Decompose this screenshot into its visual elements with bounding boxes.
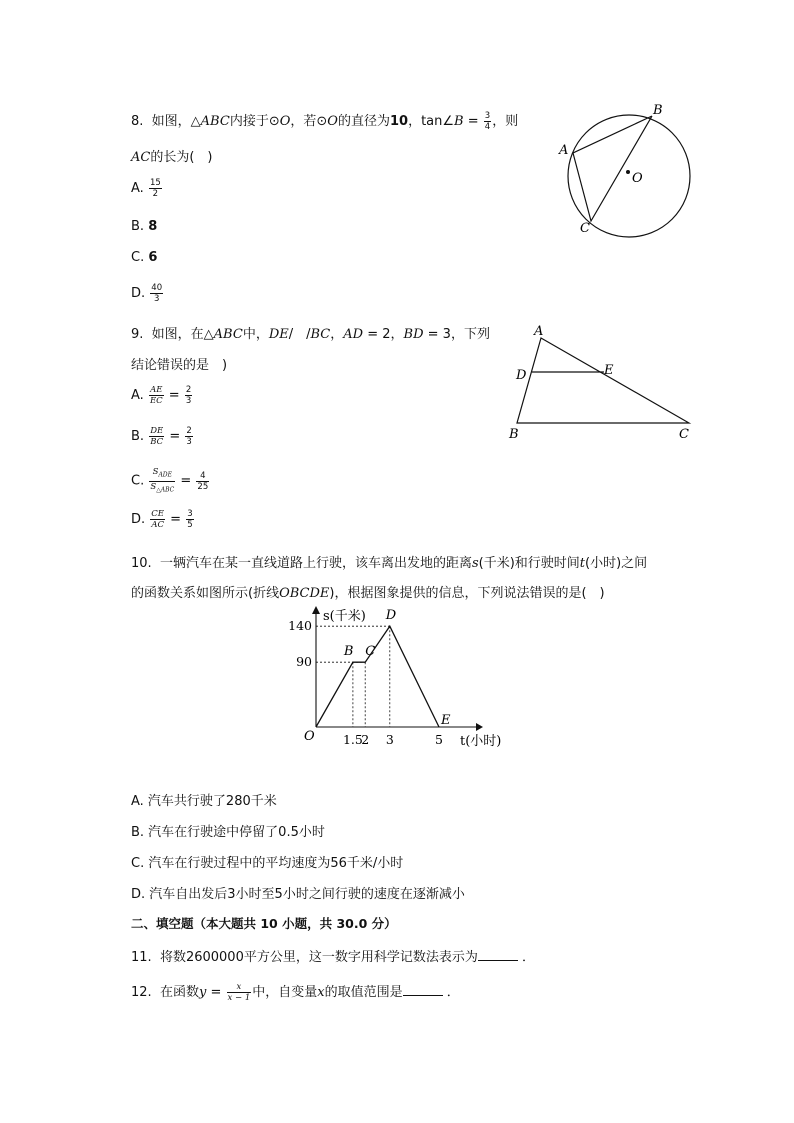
x-tick-2: 2 (361, 732, 370, 747)
point-label-E: E (441, 713, 451, 728)
q10-option-d[interactable]: D. 汽车自出发后3小时至5小时之间行驶的速度在逐渐减小 (131, 887, 465, 902)
q9-triangle-figure (500, 318, 700, 443)
point-label-B: B (343, 644, 354, 660)
q10-distance-time-chart (280, 600, 510, 752)
q9-option-d[interactable]: D. $\frac{CE}{AC}$ = $\frac{3}{5}$ (131, 509, 193, 530)
label-e: E (604, 363, 614, 378)
origin-label: O (304, 729, 315, 744)
point-label-C: C (365, 644, 376, 660)
center-dot (626, 170, 630, 174)
q9-stem-line2: 结论错误的是 ) (131, 358, 228, 373)
q9-option-a[interactable]: A. $\frac{AE}{EC}$ = $\frac{2}{3}$ (131, 385, 192, 406)
y-tick-140: 140 (288, 618, 312, 634)
section-heading: 二、填空题（本大题共 10 小题，共 30.0 分） (131, 916, 397, 931)
point-label-D: D (385, 608, 397, 624)
q8-option-a[interactable]: A. $\frac{15}{2}$ (131, 178, 161, 199)
q8-option-b[interactable]: B. 8 (131, 219, 158, 234)
q11-answer-blank[interactable] (478, 948, 518, 961)
q8-circle-figure (550, 98, 710, 243)
x-tick-5: 5 (435, 732, 443, 747)
label-c: C (580, 221, 590, 236)
q10-option-b[interactable]: B. 汽车在行驶途中停留了0.5小时 (131, 825, 325, 840)
series-line (316, 626, 439, 727)
label-a: A (534, 324, 544, 339)
x-tick-1.5: 1.5 (342, 732, 363, 747)
q12-stem: 12. 在函数y = $\frac{x}{x - 1}$ 中，自变量x的取值范围是 ． (131, 982, 460, 1003)
x-axis-label: t(小时) (460, 734, 502, 749)
label-o: O (632, 171, 643, 186)
label-b: B (653, 103, 663, 118)
q9-option-b[interactable]: B. $\frac{DE}{BC}$ = $\frac{2}{3}$ (131, 426, 192, 447)
q8-stem: 8. 如图，△ABC内接于⊙O，若⊙O的直径为10，tan∠B = $\frac{3}{4}$ ，则 (131, 111, 519, 132)
label-b: B (509, 427, 519, 442)
x-axis-arrow (476, 723, 483, 731)
point-labels (343, 608, 451, 728)
q8-stem-line2: AC的长为( ) (131, 150, 213, 165)
label-d: D (516, 368, 527, 383)
x-tick-labels (343, 732, 443, 747)
q8-option-c[interactable]: C. 6 (131, 250, 158, 265)
label-c: C (679, 427, 689, 442)
q11-stem: 11. 将数2600000平方公里，这一数字用科学记数法表示为 ． (131, 950, 536, 965)
label-a: A (559, 143, 569, 158)
y-tick-90: 90 (296, 654, 312, 670)
q9-option-c[interactable]: C. $\frac{S_{ADE}}{S_{\triangle ABC}}$ = $\frac{4}{25}$ (131, 467, 209, 494)
y-axis-label: s(千米) (323, 609, 366, 624)
q10-stem: 10. 一辆汽车在某一直线道路上行驶，该车离出发地的距离s(千米)和行驶时间t(小时)之间 (131, 556, 648, 571)
y-axis-arrow (312, 606, 320, 614)
q10-stem-line2: 的函数关系如图所示(折线OBCDE)，根据图象提供的信息，下列说法错误的是( ) (131, 586, 605, 601)
q10-option-a[interactable]: A. 汽车共行驶了280千米 (131, 794, 277, 809)
triangle-abc (517, 338, 689, 423)
q10-option-c[interactable]: C. 汽车在行驶过程中的平均速度为56千米/小时 (131, 856, 404, 871)
circle-o (568, 115, 690, 237)
triangle-abc (573, 116, 652, 221)
tan-fraction: $\frac{3}{4}$ (484, 111, 491, 132)
y-tick-labels (288, 618, 312, 669)
q8-option-d[interactable]: D. $\frac{40}{3}$ (131, 283, 163, 304)
q12-answer-blank[interactable] (403, 983, 443, 996)
x-tick-3: 3 (385, 732, 394, 747)
q9-stem: 9. 如图，在△ABC中，DE/ /BC，AD = 2，BD = 3，下列 (131, 327, 490, 342)
